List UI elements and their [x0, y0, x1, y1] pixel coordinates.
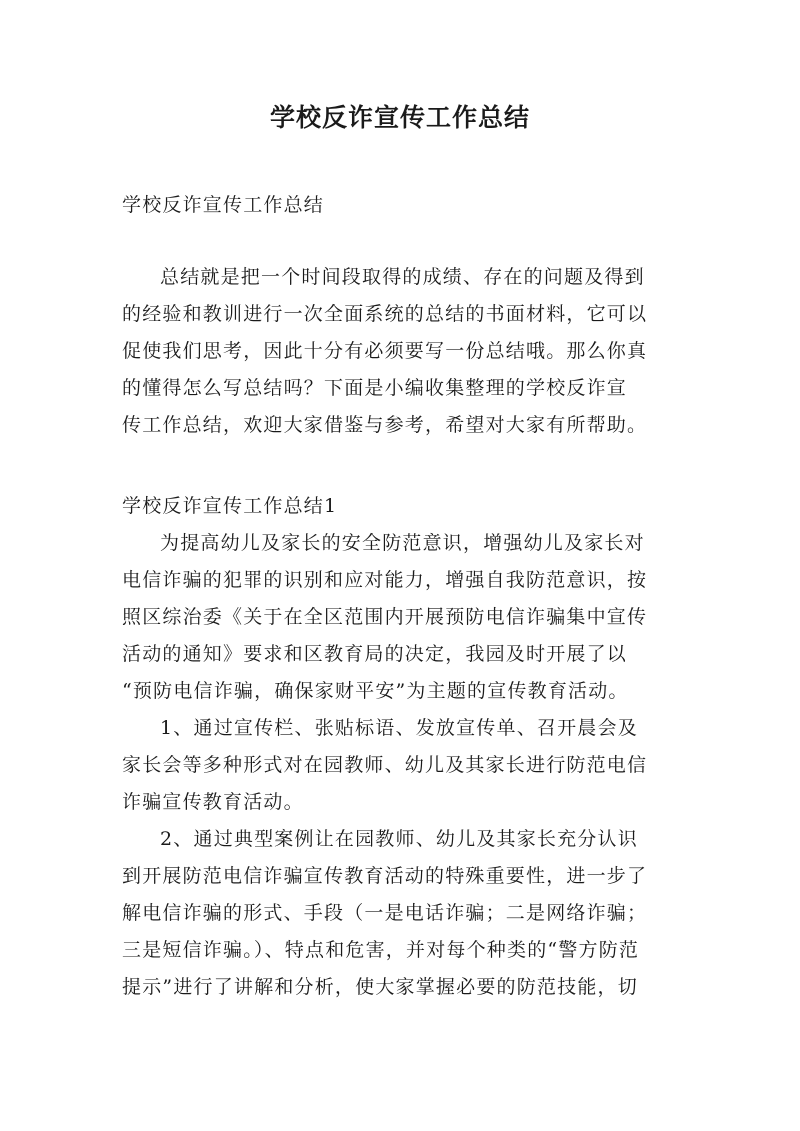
paragraph-line: 照区综治委《关于在全区范围内开展预防电信诈骗集中宣传 [122, 606, 648, 628]
list-item-line: 家长会等多种形式对在园教师、幼儿及其家长进行防范电信 [122, 754, 648, 776]
list-item-line: 三是短信诈骗。）、特点和危害，并对每个种类的“警方防范 [122, 939, 640, 961]
intro-line: 的经验和教训进行一次全面系统的总结的书面材料，它可以 [122, 303, 648, 325]
intro-line: 传工作总结，欢迎大家借鉴与参考，希望对大家有所帮助。 [122, 414, 648, 436]
list-item-line: 提示”进行了讲解和分析，使大家掌握必要的防范技能，切 [122, 976, 638, 998]
paragraph-line: 活动的通知》要求和区教育局的决定，我园及时开展了以 [122, 643, 628, 665]
list-item-line: 诈骗宣传教育活动。 [122, 791, 304, 813]
list-item-line: 解电信诈骗的形式、手段（一是电话诈骗；二是网络诈骗； [122, 902, 648, 924]
list-item-line: 2、通过典型案例让在园教师、幼儿及其家长充分认识 [160, 828, 638, 850]
document-subtitle: 学校反诈宣传工作总结 [122, 194, 325, 216]
list-item-line: 1、通过宣传栏、张贴标语、发放宣传单、召开晨会及 [160, 717, 638, 739]
paragraph-line: “预防电信诈骗，确保家财平安”为主题的宣传教育活动。 [122, 680, 629, 702]
intro-line: 的懂得怎么写总结吗？下面是小编收集整理的学校反诈宣 [122, 377, 628, 399]
intro-line: 促使我们思考，因此十分有必须要写一份总结哦。那么你真 [122, 340, 648, 362]
document-title: 学校反诈宣传工作总结 [269, 103, 530, 132]
paragraph-line: 电信诈骗的犯罪的识别和应对能力，增强自我防范意识，按 [122, 569, 648, 591]
section-heading: 学校反诈宣传工作总结1 [122, 495, 338, 517]
intro-line: 总结就是把一个时间段取得的成绩、存在的问题及得到 [160, 266, 645, 288]
paragraph-line: 为提高幼儿及家长的安全防范意识，增强幼儿及家长对 [160, 532, 645, 554]
list-item-line: 到开展防范电信诈骗宣传教育活动的特殊重要性，进一步了 [122, 865, 648, 887]
